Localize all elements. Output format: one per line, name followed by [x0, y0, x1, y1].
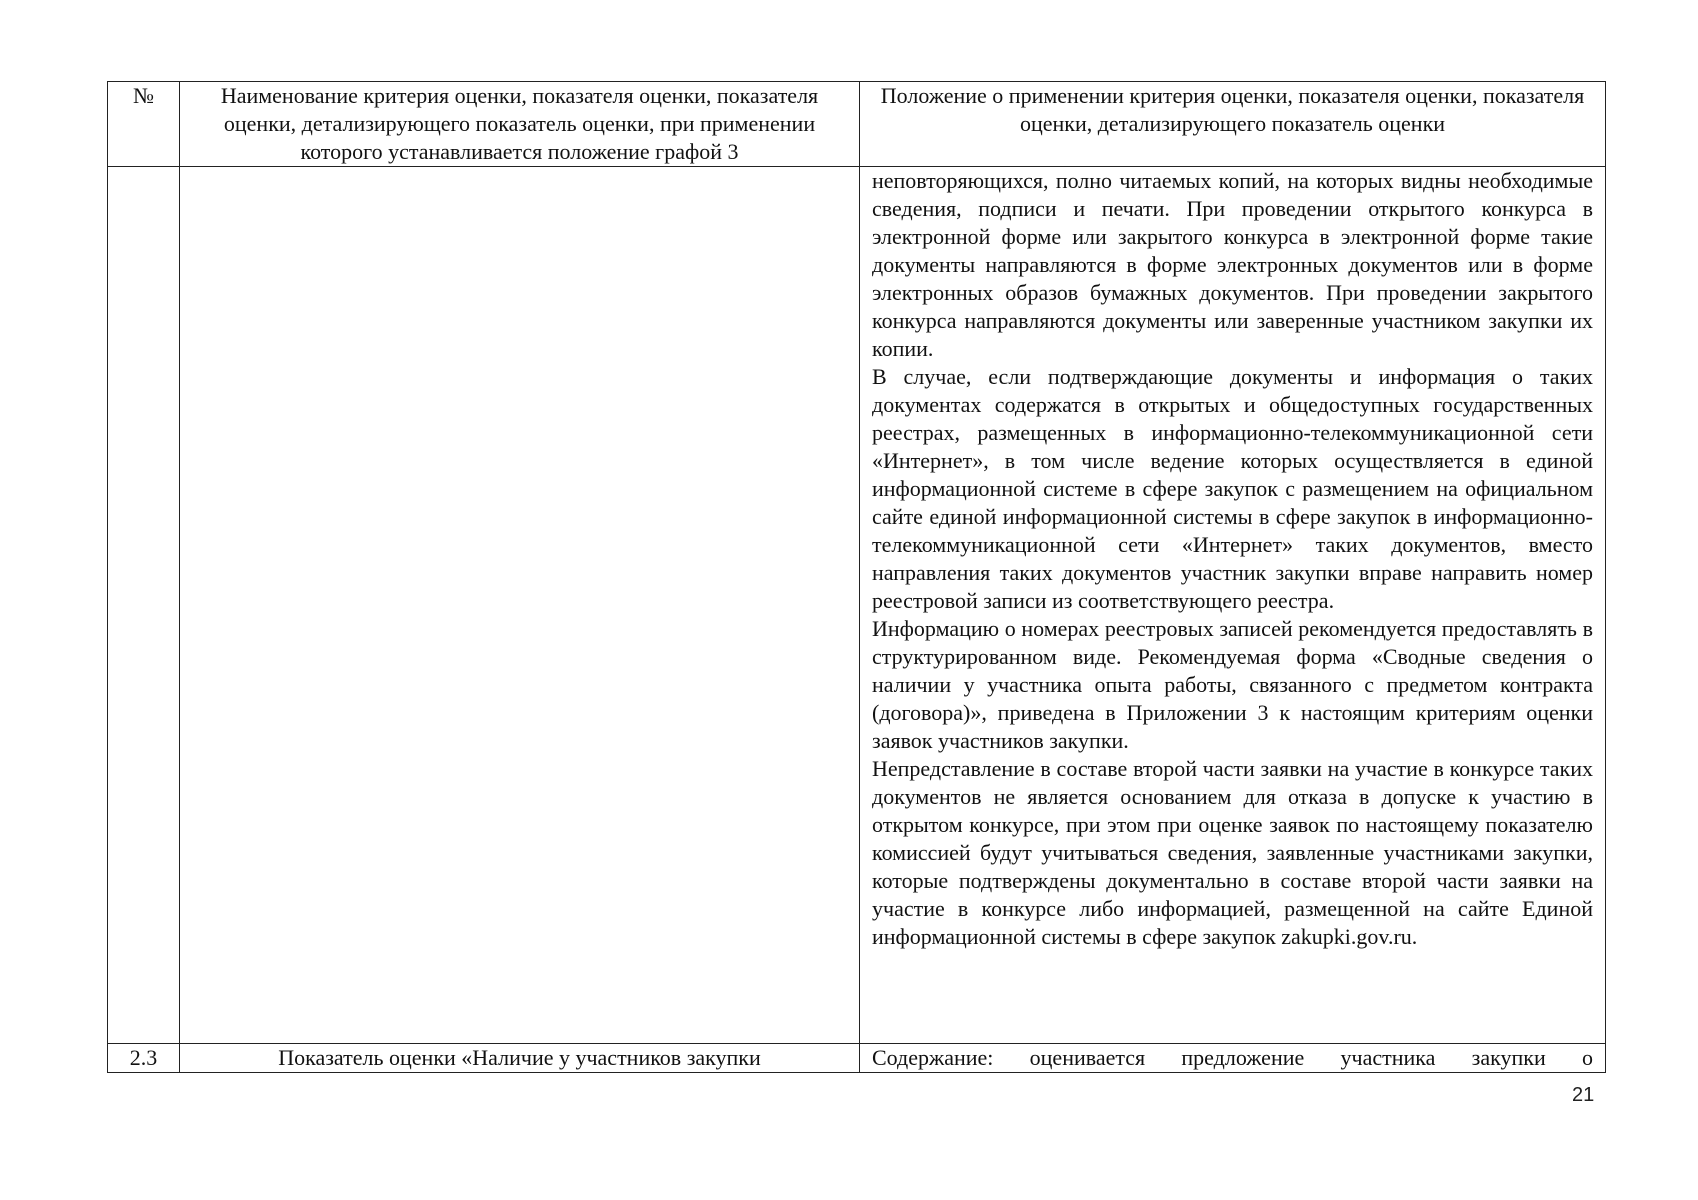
paragraph: Непредставление в составе второй части заявки на участие в конкурсе таких документов не является основанием для отказа в допуске к участию в открытом конкурсе, при этом при оценке заявок по настоящему показателю комиссией будут учитываться сведения, заявленные участниками закупки, которые подтверждены документально в составе второй части заявки на участие в конкурсе либо информацией, размещенной на сайте Единой информационной системы в сфере закупок zakupki.gov.ru.	[872, 756, 1593, 949]
row-number-cell-empty	[108, 167, 180, 1044]
paragraph: Информацию о номерах реестровых записей рекомендуется предоставлять в структурированном виде. Рекомендуемая форма «Сводные сведения о наличии у участника опыта работы, связанного с предметом контракта (договора)», приведена в Приложении 3 к настоящим критериям оценки заявок участников закупки.	[872, 616, 1593, 753]
row-criterion-name: Показатель оценки «Наличие у участников закупки	[180, 1044, 860, 1073]
paragraph: В случае, если подтверждающие документы и информация о таких документах содержатся в открытых и общедоступных государственных реестрах, размещенных в информационно-телекоммуникационной сети «Интернет», в том числе ведение которых осуществляется в единой информационной системе в сфере закупок с размещением на официальном сайте единой информационной системы в сфере закупок в информационно-телекоммуникационной сети «Интернет» таких документов, вместо направления таких документов участник закупки вправе направить номер реестровой записи из соответствующего реестра.	[872, 364, 1593, 613]
header-number: №	[108, 82, 180, 167]
table-row	[108, 167, 1606, 1044]
row-number: 2.3	[108, 1044, 180, 1073]
paragraph: неповторяющихся, полно читаемых копий, на которых видны необходимые сведения, подписи и печати. При проведении открытого конкурса в электронной форме или закрытого конкурса в электронной форме такие документы направляются в форме электронных документов или в форме электронных образов бумажных документов. При проведении закрытого конкурса направляются документы или заверенные участником закупки их копии.	[872, 168, 1593, 361]
page-number: 21	[1572, 1084, 1595, 1106]
row-position-cell	[860, 167, 1606, 1044]
header-criterion-position: Положение о применении критерия оценки, показателя оценки, показателя оценки, детализирующего показатель оценки	[860, 82, 1606, 167]
header-criterion-name: Наименование критерия оценки, показателя оценки, показателя оценки, детализирующего показатель оценки, при применении которого устанавливается положение графой 3	[180, 82, 860, 167]
criteria-table	[107, 81, 1606, 1073]
row-criterion-text: Содержание: оценивается предложение участника закупки о	[860, 1044, 1606, 1073]
row-name-cell-empty	[180, 167, 860, 1044]
table-row	[108, 1044, 1606, 1073]
table-header-row	[108, 82, 1606, 167]
